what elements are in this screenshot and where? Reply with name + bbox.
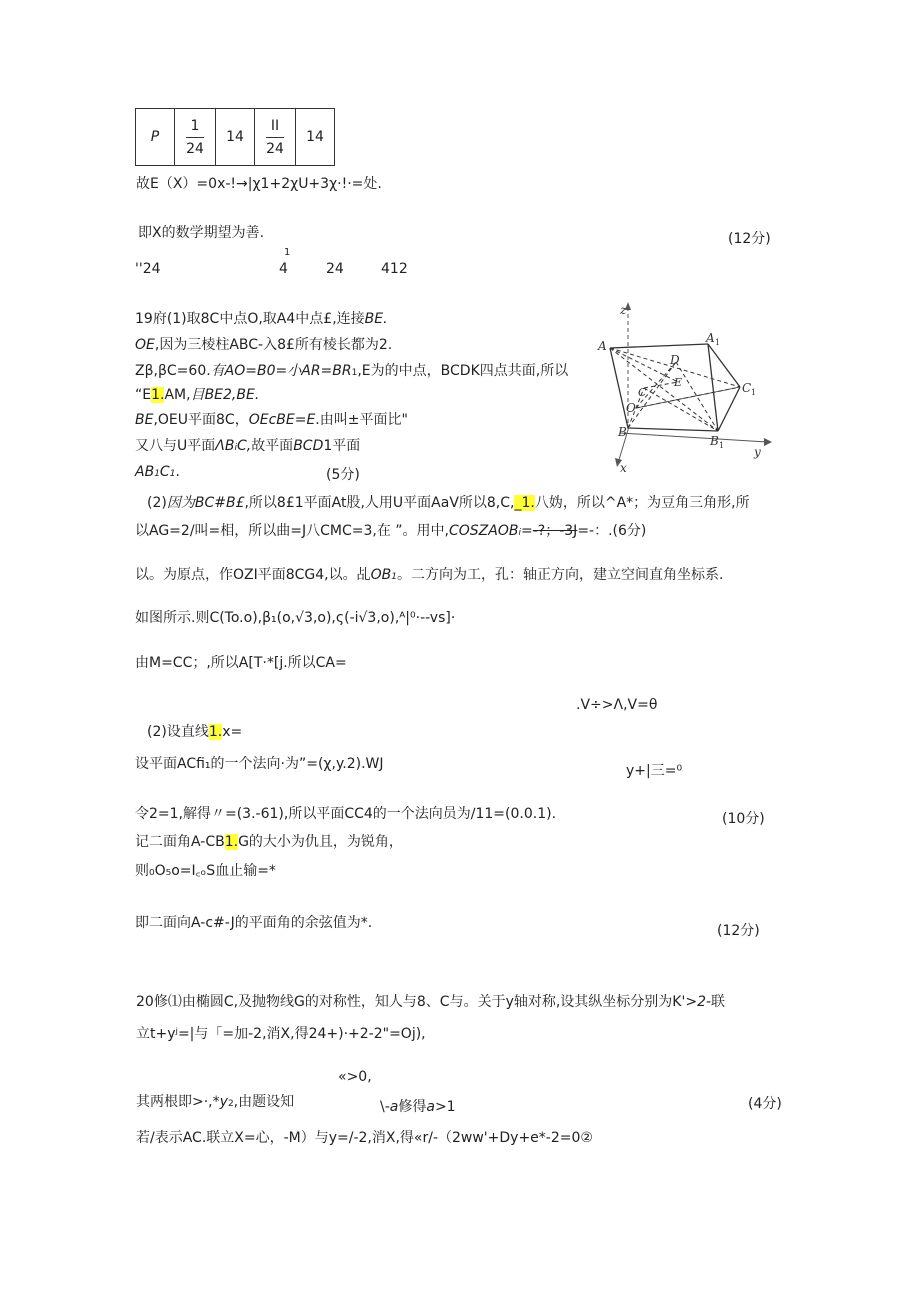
probability-table xyxy=(135,108,335,166)
cell-2-value: 14 xyxy=(226,129,244,145)
label-b1: B xyxy=(710,434,719,448)
label-b: B xyxy=(618,425,627,439)
q19-line-17 xyxy=(135,833,403,851)
fraction-remnant-d: 412 xyxy=(381,261,408,277)
q19-line-14-highlight: 1. xyxy=(208,724,223,740)
label-c: C xyxy=(638,386,647,399)
label-y: y xyxy=(754,445,761,459)
table-cell-1 xyxy=(175,109,216,166)
expectation-conclusion: 即X的数学期望为善. xyxy=(138,225,265,241)
label-c1: C xyxy=(742,381,752,395)
q20-line-4: 其两根即>·,*y2,由题设知 xyxy=(136,1094,295,1110)
q19-line-9-e: =-：.(6分) xyxy=(577,523,647,539)
q20-line-2: 立t+yʲ=|与「=加-2,消X,得24+)·+2-2"=Oj), xyxy=(136,1026,426,1042)
label-b1-sub: 1 xyxy=(719,441,725,450)
q19-line-1-italic: BE. xyxy=(364,311,388,327)
q19-line-2-italic: OE xyxy=(135,337,155,353)
label-a: A xyxy=(598,339,607,353)
q19-line-15b: y+|三=⁰ xyxy=(626,763,683,779)
fraction-remnant-c: 24 xyxy=(326,261,344,277)
label-a1-sub: 1 xyxy=(715,338,721,347)
q20-line-4-e: -a xyxy=(384,1099,399,1115)
fraction-remnant-b: 4 xyxy=(279,261,288,277)
q20-line-3: «>0, xyxy=(338,1069,372,1085)
table-cell-p xyxy=(136,109,175,166)
q19-line-7-a: AB xyxy=(135,464,155,480)
q20-line-4-g: a xyxy=(426,1099,435,1115)
q20-line-4-h: >1 xyxy=(434,1099,456,1115)
q19-line-4-a: “E xyxy=(135,387,152,403)
label-x: x xyxy=(620,461,627,475)
q19-line-9-d: -?；-3J xyxy=(532,523,578,539)
q19-line-9-a: 以AG=2/叫=相，所以曲=J八CMC=3,在 ”。用中, xyxy=(135,523,449,539)
q20-line-4-a: 其两根即>·,* xyxy=(136,1094,220,1110)
q19-line-5-c: OEcBE=E xyxy=(248,412,316,428)
q19-line-2 xyxy=(135,336,392,354)
q19-line-6-b: ΛB xyxy=(215,438,235,454)
q20-line-4-right xyxy=(380,1098,456,1116)
q19-line-6-f: 1平面 xyxy=(323,438,361,454)
fraction-1 xyxy=(186,115,204,160)
q20-line-4-f: 修得 xyxy=(398,1099,427,1115)
cell-4-value: 14 xyxy=(306,129,324,145)
label-d: D xyxy=(670,353,680,367)
q19-line-11: 如图所示.则C(To.o),β₁(o,√3,o),ς(-i√3,o),ᴬ|⁰·--vs]· xyxy=(135,610,456,626)
q20-line-4-b: y xyxy=(219,1094,228,1110)
q19-line-5-a: BE xyxy=(135,412,154,428)
q19-line-8-a: (2) xyxy=(147,495,167,511)
q19-line-15: 设平面ACfi₁的一个法向·为”=(χ,y.2).WJ xyxy=(135,756,384,772)
q19-line-1-text: 19府(1)取8C中点O,取A4中点£,连接 xyxy=(135,311,365,327)
q20-line-4-d: \ xyxy=(380,1099,385,1115)
fraction-3-num: II xyxy=(266,115,284,138)
q20-line-4-c: ,由题设知 xyxy=(233,1094,295,1110)
q19-line-9-c: = xyxy=(521,523,533,539)
q19-line-10-b: OB xyxy=(370,567,392,583)
q19-line-4-c: 目BE2,BE. xyxy=(190,387,260,403)
fraction-1-den: 24 xyxy=(186,140,204,157)
q19-line-16: 令2=1,解得〃=(3.-61),所以平面CC4的一个法向员为∕11=(0.0.1). xyxy=(135,806,557,822)
score-4: (4分) xyxy=(748,1096,782,1112)
q20-line-1-c: 联 xyxy=(711,994,726,1010)
label-a1: A xyxy=(706,331,715,345)
q20-line-5: 若/表示AC.联立X=心，-M）与y=/-2,消X,得«r/-（2ww'+Dy+e*-2=0② xyxy=(136,1130,593,1146)
q19-line-12: 由M=CC；,所以A[T·*[j.所以CA= xyxy=(135,655,347,671)
q19-line-8-highlight: _1. xyxy=(514,495,535,511)
q19-line-3-a: Zβ,βC=60. xyxy=(135,363,211,379)
table-cell-3 xyxy=(255,109,296,166)
q19-line-17-highlight: 1. xyxy=(224,834,239,850)
q19-line-6-d: 故平面 xyxy=(251,438,294,454)
q19-line-6-c: C, xyxy=(236,438,252,454)
q19-line-4-highlight: 1. xyxy=(151,387,165,403)
q20-line-1-a: 20修⑴由椭圆C,及抛物线G的对称性，知人与8、C与。关于y轴对称,设其纵坐标分别为K' xyxy=(136,994,686,1010)
q19-line-7: AB1C1. xyxy=(135,464,180,480)
q19-line-6-e: BCD xyxy=(293,438,324,454)
q19-line-1 xyxy=(135,310,388,328)
expectation-line: 故E（X）=0x-!→|χ1+2χU+3χ·!·=处. xyxy=(136,176,382,192)
table-cell-4 xyxy=(296,109,335,166)
score-5: (5分) xyxy=(326,467,360,483)
q19-line-10-c: 。二方向为工，孔：轴正方向，建立空间直角坐标系. xyxy=(397,567,724,583)
q19-line-3-b: 有AO=B0=小AR=BR xyxy=(210,363,352,379)
q19-line-3: Zβ,βC=60.有AO=B0=小AR=BR1,E为的中点，BCDK四点共面,所以 xyxy=(135,363,569,379)
label-o: O xyxy=(626,401,636,415)
q19-line-14-b: x= xyxy=(222,724,243,740)
score-12-b: (12分) xyxy=(717,923,760,939)
q20-line-1-b: >2- xyxy=(685,994,712,1010)
q19-line-4 xyxy=(135,386,259,404)
q19-line-5-b: ,OEU平面8C， xyxy=(153,412,249,428)
q19-line-13: .V÷>Λ,V=θ xyxy=(576,697,658,713)
score-12-a: (12分) xyxy=(728,231,771,247)
q19-line-8-c: ,所以8£1平面At股,人用U平面AaV所以8,C, xyxy=(244,495,515,511)
q19-line-8 xyxy=(147,494,750,512)
fraction-remnant-a: ''24 xyxy=(135,261,161,277)
q19-line-6-a: 又八与U平面 xyxy=(135,438,216,454)
q19-line-18: 则₀O₅o=I꜀ₒS血止输=* xyxy=(135,863,276,879)
p-label: P xyxy=(150,129,160,145)
q19-line-3-c: ,E为的中点，BCDK四点共面,所以 xyxy=(357,363,569,379)
prism-figure xyxy=(596,300,776,475)
label-e: E xyxy=(674,376,683,389)
table-cell-2 xyxy=(216,109,255,166)
q19-line-14-a: (2)设直线 xyxy=(147,724,209,740)
fraction-3 xyxy=(266,115,284,160)
q19-line-8-b: 因为BC#B£ xyxy=(166,495,245,511)
score-10: (10分) xyxy=(722,811,765,827)
q19-line-5-d: .由叫±平面比" xyxy=(315,412,408,428)
q19-line-4-b: AM, xyxy=(164,387,191,403)
q19-line-5 xyxy=(135,411,408,429)
q19-line-10: 以。为原点，作OZI平面8CG4,以。乩OB1。二方向为工，孔：轴正方向，建立空间直角坐标系. xyxy=(135,567,724,583)
q19-line-17-b: G的大小为仇且，为锐角， xyxy=(238,834,403,850)
q19-line-6: 又八与U平面ΛBiC,故平面BCD1平面 xyxy=(135,438,361,454)
q19-line-7-c: . xyxy=(175,464,180,480)
label-c1-sub: 1 xyxy=(751,388,757,397)
q19-line-8-d: 八妫，所以^A*；为豆角三角形,所 xyxy=(534,495,750,511)
q19-line-7-b: C xyxy=(159,464,170,480)
q19-line-19: 即二面向A-c#-J的平面角的余弦值为*. xyxy=(135,915,373,931)
fraction-remnant-sup: 1 xyxy=(284,247,291,258)
fraction-1-num: 1 xyxy=(186,115,204,138)
label-z: z xyxy=(620,303,627,317)
q19-line-2-text: ,因为三棱柱ABC-入8£所有棱长都为2. xyxy=(154,337,393,353)
q19-line-14 xyxy=(147,723,242,741)
q20-line-1 xyxy=(136,993,725,1011)
q19-line-17-a: 记二面角A-CB xyxy=(135,834,225,850)
q19-line-10-a: 以。为原点，作OZI平面8CG4,以。乩 xyxy=(135,567,371,583)
q19-line-9: 以AG=2/叫=相，所以曲=J八CMC=3,在 ”。用中,COSZAOBi=-?；-3J=-：.(6分) xyxy=(135,523,647,539)
fraction-3-den: 24 xyxy=(266,140,284,157)
q19-line-9-b: COSZAOB xyxy=(449,523,519,539)
